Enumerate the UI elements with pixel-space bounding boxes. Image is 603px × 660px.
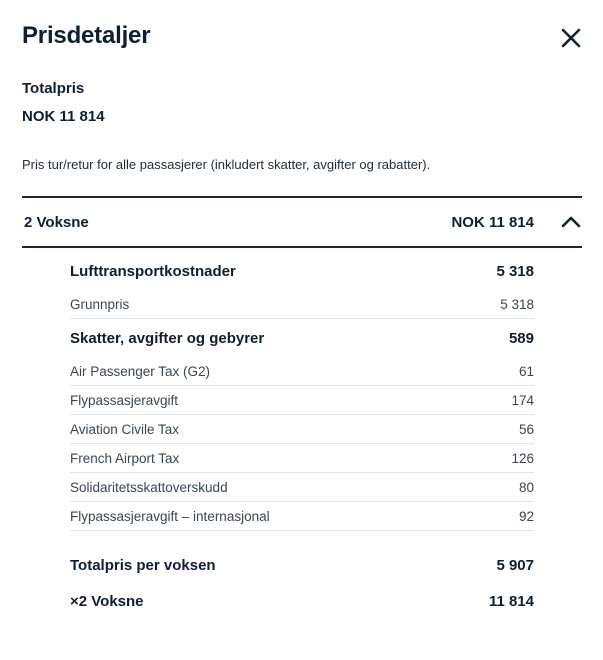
line-item-value: 5 318 — [500, 296, 534, 312]
price-description: Pris tur/retur for alle passasjerer (inkludert skatter, avgifter og rabatter). — [22, 157, 431, 172]
line-item — [70, 473, 534, 502]
line-item-value: 61 — [518, 363, 534, 379]
chevron-up-icon[interactable] — [560, 212, 582, 232]
line-item — [70, 357, 534, 386]
close-icon — [559, 26, 583, 50]
passenger-group-label: 2 Voksne — [24, 214, 89, 231]
section-label: Lufttransportkostnader — [70, 262, 236, 280]
line-item-value: 56 — [518, 421, 534, 437]
line-item-label: Solidaritetsskattoverskudd — [70, 479, 228, 495]
line-item — [70, 444, 534, 473]
per-adult-total — [70, 547, 534, 583]
line-item-value: 126 — [511, 450, 534, 466]
line-item — [70, 502, 534, 531]
spacer — [70, 531, 534, 547]
line-item-label: French Airport Tax — [70, 450, 180, 466]
section-value: 5 318 — [496, 262, 534, 280]
summary-value: 11 814 — [488, 592, 534, 610]
summary-label: ×2 Voksne — [70, 592, 144, 610]
taxes-section — [70, 319, 534, 357]
line-item-value: 80 — [518, 479, 534, 495]
line-item-label: Flypassasjeravgift — [70, 392, 179, 408]
line-item-value: 92 — [518, 508, 534, 524]
line-item-label: Flypassasjeravgift – internasjonal — [70, 508, 270, 524]
total-price-label: Totalpris — [22, 80, 85, 97]
section-label: Skatter, avgifter og gebyrer — [70, 329, 265, 347]
dialog-title: Prisdetaljer — [22, 22, 151, 49]
multiplier-total — [70, 583, 534, 619]
air-transport-section — [70, 252, 534, 290]
summary-label: Totalpris per voksen — [70, 556, 216, 574]
close-button[interactable] — [559, 26, 583, 50]
passenger-group-toggle[interactable] — [22, 198, 582, 246]
price-breakdown — [70, 252, 534, 619]
line-item-label: Grunnpris — [70, 296, 130, 312]
line-item-label: Air Passenger Tax (G2) — [70, 363, 211, 379]
line-item-value: 174 — [511, 392, 534, 408]
group-bottom-divider — [22, 246, 582, 248]
line-item — [70, 415, 534, 444]
section-value: 589 — [508, 329, 534, 347]
passenger-group-total: NOK 11 814 — [451, 214, 534, 231]
line-item — [70, 386, 534, 415]
summary-value: 5 907 — [496, 556, 534, 574]
dialog-header — [22, 22, 583, 56]
line-item-label: Aviation Civile Tax — [70, 421, 180, 437]
line-item — [70, 290, 534, 319]
total-price-value: NOK 11 814 — [22, 108, 105, 125]
